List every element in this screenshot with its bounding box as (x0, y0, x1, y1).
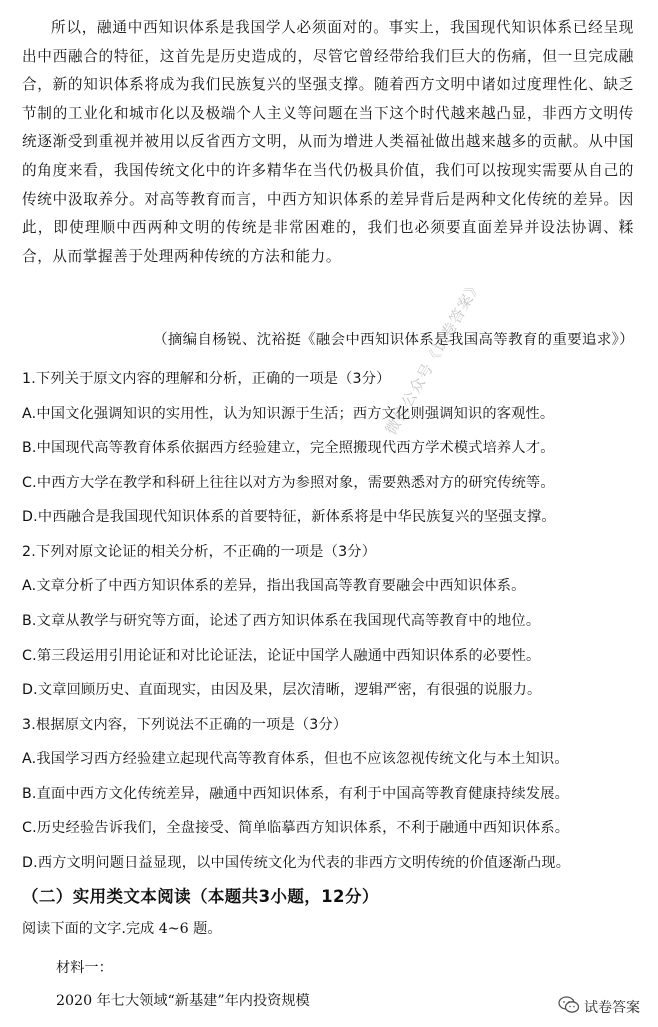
section-instruction: 阅读下面的文字.完成 4~6 题。 (22, 921, 222, 937)
passage-source: （摘编自杨锐、沈裕挺《融会中西知识体系是我国高等教育的重要追求》） (153, 332, 634, 348)
watermark: 微信公众号《试卷答案》 (381, 276, 486, 438)
wechat-icon (558, 995, 580, 1019)
question-2-option-c: C.第三段运用引用论证和对比论证法，论证中国学人融通中西知识体系的必要性。 (22, 648, 541, 664)
question-1-option-d: D.中西融合是我国现代知识体系的首要特征，新体系将是中华民族复兴的坚强支撑。 (22, 509, 556, 525)
brand-logo (558, 995, 640, 1019)
question-3-stem: 3.根据原文内容，下列说法不正确的一项是（3分） (22, 717, 348, 733)
question-1-stem: 1.下列关于原文内容的理解和分析，正确的一项是（3分） (22, 371, 391, 387)
question-2-option-b: B.文章从教学与研究等方面，论述了西方知识体系在我国现代高等教育中的地位。 (22, 613, 541, 629)
question-1-option-a: A.中国文化强调知识的实用性，认为知识源于生活；西方文化则强调知识的客观性。 (22, 406, 555, 422)
passage-paragraph: 所以，融通中西知识体系是我国学人必须面对的。事实上，我国现代知识体系已经呈现出中西融合的特征，这首先是历史造成的，尽管它曾经带给我们巨大的伤痛，但一旦完成融合，新的知识体系将成为我们民族复兴的坚强支撑。随着西方文明中诸如过度理性化、缺乏节制的工业化和城市化以及极端个人主义等问题在当下这个时代越来越凸显，非西方文明传统逐渐受到重视并被用以反省西方文明，从而为增进人类福祉做出越来越多的贡献。从中国的角度来看，我国传统文化中的许多精华在当代仍极具价值，我们可以按现实需要从自己的传统中汲取养分。对高等教育而言，中西方知识体系的差异背后是两种文化传统的差异。因此，即使理顺中西两种文明的传统是非常困难的，我们也必须要直面差异并设法协调、糅合，从而掌握善于处理两种传统的方法和能力。 (22, 19, 634, 265)
question-3-option-a: A.我国学习西方经验建立起现代高等教育体系，但也不应该忽视传统文化与本土知识。 (22, 751, 569, 767)
question-1-option-b: B.中国现代高等教育体系依据西方经验建立，完全照搬现代西方学术模式培养人才。 (22, 440, 555, 456)
question-3-option-c: C.历史经验告诉我们，全盘接受、简单临摹西方知识体系，不利于融通中西知识体系。 (22, 820, 570, 836)
section-title: （二）实用类文本阅读（本题共3小题，12分） (22, 887, 379, 906)
question-2-option-d: D.文章回顾历史、直面现实，由因及果，层次清晰，逻辑严密，有很强的说服力。 (22, 682, 542, 698)
question-1-option-c: C.中西方大学在教学和科研上往往以对方为参照对象，需要熟悉对方的研究传统等。 (22, 475, 555, 491)
question-2-option-a: A.文章分析了中西方知识体系的差异，指出我国高等教育要融会中西知识体系。 (22, 578, 526, 594)
material-chart-title: 2020 年七大领域“新基建”年内投资规模 (56, 993, 310, 1009)
material-label: 材料一： (56, 960, 113, 976)
question-2-stem: 2.下列对原文论证的相关分析，不正确的一项是（3分） (22, 544, 377, 560)
logo-text: 试卷答案 (584, 1000, 640, 1016)
question-3-option-b: B.直面中西方文化传统差异，融通中西知识体系，有利于中国高等教育健康持续发展。 (22, 786, 569, 802)
question-3-option-d: D.西方文明问题日益显现，以中国传统文化为代表的非西方文明传统的价值逐渐凸现。 (22, 855, 571, 871)
